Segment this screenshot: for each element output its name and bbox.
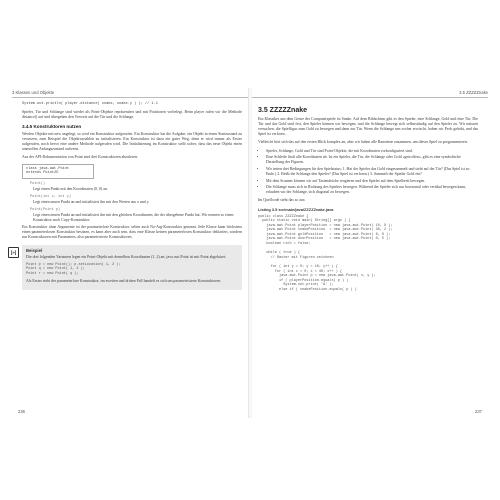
- example-code: Point p = new Point(); p.setLocation( 1, 2 ); Point q = new Point( 1, 2 ); Point r = new Point( q );: [26, 262, 121, 276]
- api-class-name: class java.awt.Point: [26, 166, 70, 171]
- example-title: Beispiel: [26, 247, 43, 253]
- page-number: 237: [475, 409, 482, 414]
- section-title: 3.5 ZZZZZnake: [258, 107, 308, 114]
- paragraph: Spieler, Tür und Schlange sind wieder als Point-Objekte repräsentiert und mit Positionen vorbelegt. Beim player rufen wir die Methode distance() auf und übergeben den Verweis auf die Tür und die Schlange.: [22, 109, 242, 119]
- paragraph: Werden Objekte mit new angelegt, so wird ein Konstruktor aufgerufen. Ein Konstruktor hat die Aufgabe, ein Objekt in einen Startzustand zu versetzen, zum Beispiel die Objektvariablen zu initialisieren. Ein Konstruktor ist dazu ein guter Weg, denn er wird immer als Erstes aufgerufen, noch bevor eine andere Methode aufgerufen wird. Die Initialisierung im Konstruktor stellt sicher, dass das neue Objekt einen sinnvollen Anfangszustand aufweist.: [22, 132, 242, 152]
- page-body: [10, 102, 242, 290]
- constructor-signature: Point(Point p): [30, 207, 61, 212]
- listing-code: public class ZZZZZnake { public static void main( String[] args ) { java.awt.Point playerPosition = new java.awt.Point( 10, 9 ); java.awt.Point snakePosition = new java.awt.Point( 30, 2 ); java.awt.Point goldPosition = new java.awt.Point( 6, 6 ); java.awt.Point doorPosition = new java.awt.Point( 0, 5 ); boolean rich = false; while ( true ) { // Raster mit Figuren zeichnen for ( int y = 0; y < 10; y++ ) { for ( int x = 0; x < 40; x++ ) { java.awt.Point p = new java.awt.Point( x, y ); if ( playerPosition.equals( p ) ) System.out.print( '&' ); else if ( snakePosition.equals( p ) ): [258, 214, 393, 292]
- chapter-header: 3 Klassen und Objekte: [12, 90, 55, 95]
- running-header: [12, 88, 248, 98]
- example-icon: [»]: [8, 247, 19, 258]
- constructor-description: Legt einen Punkt mit den Koordinaten (0, 0) an.: [33, 187, 108, 192]
- paragraph: Ein Konstruktor ohne Argumente ist der parameterlose Konstruktor, selten auch No-Arg-Konstruktor genannt. Jede Klasse kann höchstens einen parameterlosen Konstruktor besitzen, es kann aber auch sein, dass eine Klasse keinen parameterlosen Konstruktor deklariert, sondern nur Konstruktoren mit Parametern, also parametrisierte Konstruktoren.: [22, 225, 242, 240]
- section-heading: 3.4.5 Konstruktoren nutzen: [22, 123, 82, 129]
- page-body: [258, 102, 478, 293]
- section-header: 3.5 ZZZZZnake: [459, 90, 488, 95]
- constructor-signature: Point(): [30, 182, 46, 187]
- list-item: • Die Schlange muss sich in Richtung des Spielers bewegen. Während der Spieler sich nur horizontal oder vertikal bewegen kann, erlauben wir der Schlange, sich diagonal zu bewegen.: [266, 185, 478, 195]
- constructor-entry: [30, 182, 242, 192]
- list-item: • Eine Schleife läuft alle Koordinaten ab. Ist ein Spieler, die Tür, die Schlange oder Gold «getroffen», gibt es eine symbolische Darstellung der Figuren.: [266, 155, 478, 165]
- constructor-description: Legt einen neuen Punkt an und initialisiert ihn mit den gleichen Koordinaten, die der übergebene Punkt hat. Wir nennen so einen Konstruktor auch Copy-Konstruktor.: [33, 212, 234, 222]
- constructor-entry: [30, 195, 242, 205]
- list-item: • Spieler, Schlange, Gold und Tür sind Point-Objekte, die mit Koordinaten vorkonfiguriert sind.: [266, 149, 478, 154]
- example-box: [10, 245, 242, 290]
- list-item: • Mit dem Scanner können wir auf Tastendrücke reagieren und den Spieler auf dem Spielbrett bewegen.: [266, 179, 478, 184]
- paragraph: Im Quellcode sieht das so aus:: [258, 198, 306, 203]
- right-page: [252, 88, 488, 418]
- list-item: • Wir testen drei Bedingungen für den Spielstatus: 1. Hat der Spieler das Gold eingesammelt und steht auf der Tür? (Das Spiel ist zu Ende.) 2. Beißt die Schlange den Spieler? (Das Spiel ist verloren.) 3. Sammelt der Spieler Gold ein?: [266, 167, 478, 177]
- constructor-description: Legt einen neuen Punkt an und initialisiert ihn mit den Werten aus x und y.: [33, 199, 150, 204]
- constructor-signature: Point(int x, int y): [30, 194, 71, 199]
- left-page: [12, 88, 248, 418]
- paragraph: Ein Klassiker aus dem Genre der Computerspiele ist Snake. Auf dem Bildschirm gibt es den Spieler, eine Schlange, Gold und eine Tür. Die Tür und das Gold sind fest, den Spieler können wir bewegen, und die Schlange bewegt sich selbstständig auf den Spieler zu. Wir müssen versuchen, die Spielfigur zum Gold zu bewegen und dann zur Tür. Wenn die Schlange uns vorher erwischt, haben wir Pech gehabt, und das Spiel ist verloren.: [258, 117, 478, 137]
- api-extends: extends Point2D: [26, 171, 59, 176]
- paragraph: Vielleicht hört sich das auf den ersten Blick komplex an, aber wir haben alle Bausteine zusammen, um dieses Spiel zu programmieren:: [258, 140, 468, 145]
- example-text: Die drei folgenden Varianten legen ein Point-Objekt mit denselben Koordinaten (1, 2) an; java.awt.Point ist mit Point abgekürzt:: [26, 254, 227, 259]
- running-header: [252, 88, 488, 98]
- api-class-box: [22, 164, 94, 180]
- bullet-list: [258, 149, 478, 196]
- paragraph: Aus der API-Dokumentation von Point sind drei Konstruktoren abzulesen:: [22, 155, 139, 160]
- example-text: Als Erstes steht der parameterlose Konstruktor, im zweiten und dritten Fall handelt es sich um parametrisierte Konstruktoren.: [26, 278, 222, 283]
- code-line: System.out.println( player.distance( snake, snake.y ) ); // 1.1: [22, 102, 158, 106]
- page-number: 236: [18, 409, 25, 414]
- constructor-entry: [30, 208, 242, 223]
- listing-caption: Listing 3.5 src/main/java/ZZZZZnake.java: [258, 207, 334, 213]
